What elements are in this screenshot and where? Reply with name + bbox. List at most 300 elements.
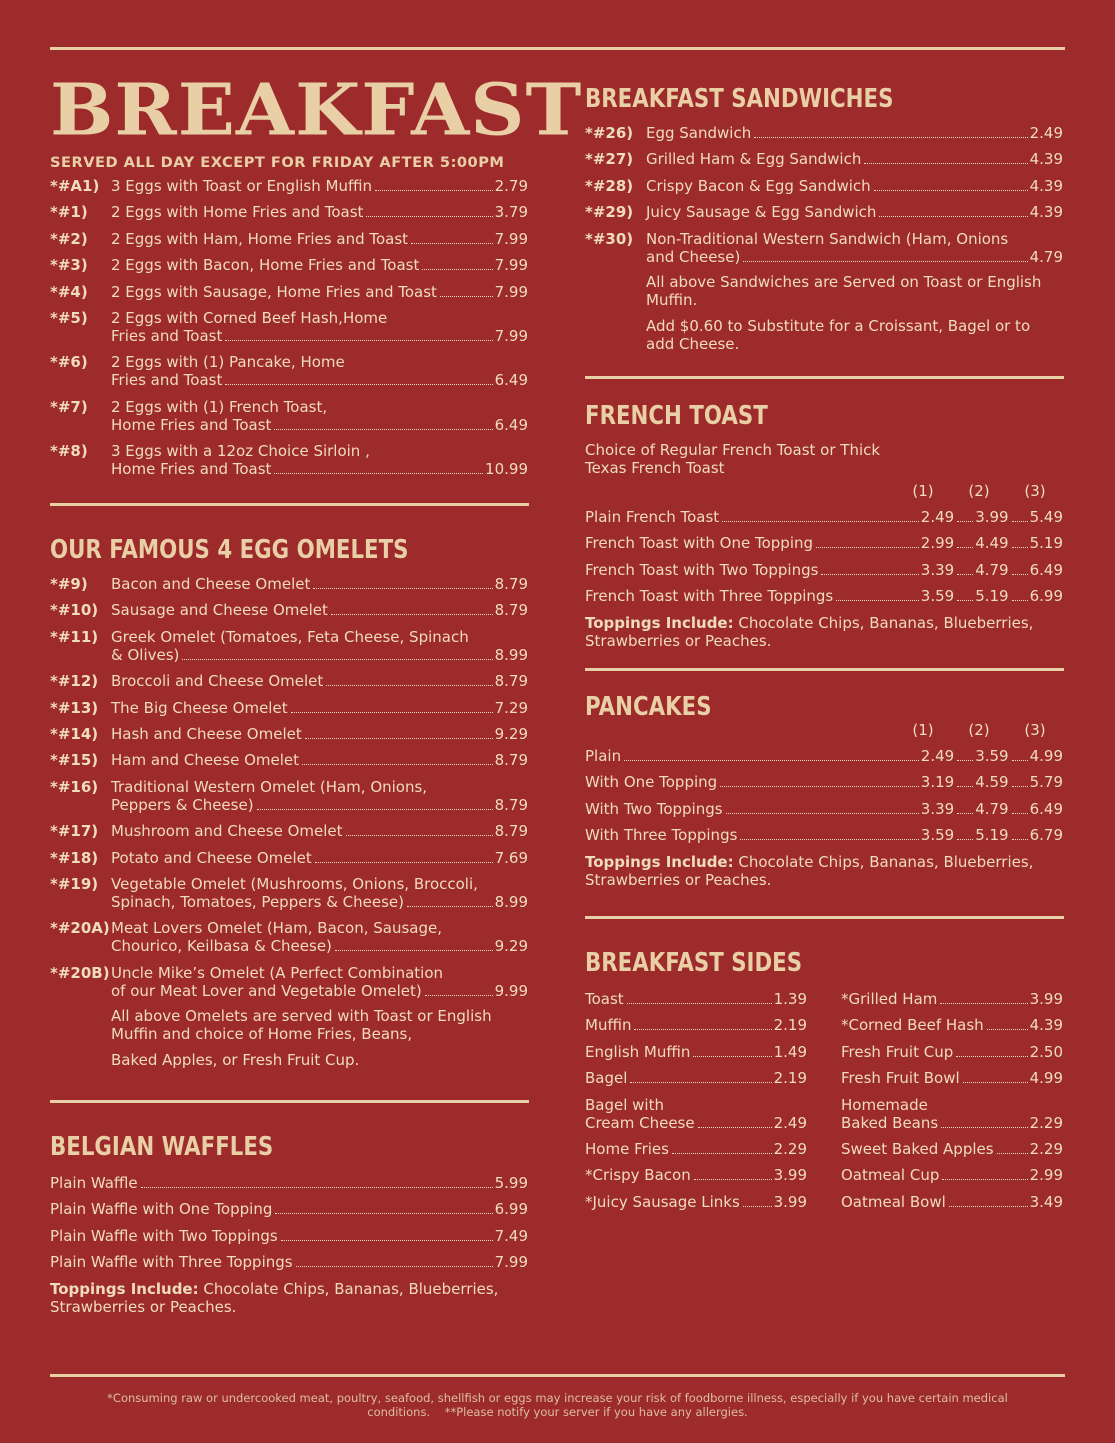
- omelet-item-name: Meat Lovers Omelet (Ham, Bacon, Sausage,: [111, 919, 442, 938]
- side-item-body: [585, 1140, 807, 1158]
- breakfast-item-name: 2 Eggs with (1) French Toast,: [111, 397, 328, 416]
- omelet-item-body: [111, 699, 528, 717]
- omelet-item-line: [111, 937, 528, 955]
- waffle-item-name: Plain Waffle with Two Toppings: [50, 1226, 278, 1245]
- sandwich-item-price: 2.49: [1029, 124, 1063, 142]
- french-toast-row-name: Plain French Toast: [585, 508, 720, 526]
- dot-leader: [1012, 786, 1028, 787]
- side-item-price: 4.99: [1029, 1069, 1063, 1088]
- omelet-item-body: [111, 725, 528, 743]
- side-item-price: 1.49: [773, 1042, 807, 1061]
- breakfast-item-code: *#A1): [50, 177, 100, 195]
- dot-leader: [997, 1153, 1028, 1154]
- omelet-item-body: [111, 628, 528, 664]
- dot-leader: [440, 296, 493, 297]
- breakfast-item: [50, 283, 528, 301]
- sandwich-item: [585, 150, 1063, 168]
- side-item-line: [841, 1096, 1063, 1114]
- omelet-item: [50, 725, 528, 743]
- breakfast-item-name: 3 Eggs with Toast or English Muffin: [111, 177, 372, 195]
- pancakes-row: [585, 826, 1063, 844]
- dot-leader: [740, 839, 918, 840]
- omelet-item-line: [111, 672, 528, 690]
- french-toast-price-3: 6.99: [1029, 587, 1063, 606]
- omelet-item-name: Sausage and Cheese Omelet: [111, 601, 328, 620]
- dot-leader: [302, 764, 493, 765]
- rule-left-1: [50, 503, 529, 506]
- waffle-item-name: Plain Waffle with One Topping: [50, 1200, 273, 1219]
- waffle-item-price: 7.49: [494, 1226, 528, 1245]
- side-item-price: 3.99: [1029, 990, 1063, 1008]
- bottom-rule: [50, 1374, 1065, 1377]
- side-item-line: [841, 1069, 1063, 1087]
- waffle-item-price: 7.99: [494, 1253, 528, 1272]
- side-item-line: [841, 1166, 1063, 1184]
- rule-left-2: [50, 1100, 529, 1103]
- omelet-item-body: [111, 822, 528, 840]
- sandwich-item-line: [646, 248, 1063, 266]
- sandwich-item-body: [646, 203, 1063, 221]
- dot-leader: [957, 600, 973, 601]
- omelets-note-1: All above Omelets are served with Toast or English Muffin and choice of Home Fries, Beans,: [111, 1007, 492, 1044]
- pancakes-price-1: 2.49: [920, 747, 955, 765]
- dot-leader: [864, 163, 1027, 164]
- dot-leader: [313, 588, 492, 589]
- omelets-title: OUR FAMOUS 4 EGG OMELETS: [50, 535, 409, 565]
- waffles-toppings-text: Chocolate Chips, Bananas, Blueberries, Strawberries or Peaches.: [50, 1279, 499, 1316]
- side-item-price: 2.19: [773, 1016, 807, 1035]
- omelet-item-code: *#20A): [50, 919, 110, 938]
- french-toast-price-1: 3.59: [920, 587, 955, 606]
- breakfast-item-code: *#4): [50, 282, 88, 301]
- dot-leader: [963, 1082, 1028, 1083]
- side-item: [585, 1043, 807, 1061]
- sandwich-item-body: [646, 177, 1063, 195]
- sandwich-item-name: Juicy Sausage & Egg Sandwich: [646, 203, 877, 222]
- omelet-item-price: 8.79: [494, 822, 528, 841]
- dot-leader: [957, 521, 973, 522]
- dot-leader: [630, 1082, 771, 1083]
- breakfast-item-name: 2 Eggs with Corned Beef Hash,Home: [111, 308, 388, 327]
- omelet-item-code: *#13): [50, 698, 99, 717]
- breakfast-item-price: 6.49: [494, 415, 528, 434]
- french-toast-price-1: 3.39: [920, 560, 955, 579]
- omelet-item-name: & Olives): [111, 645, 180, 664]
- waffle-item: [50, 1174, 528, 1192]
- omelet-item-body: [111, 751, 528, 769]
- french-toast-section: [585, 401, 1063, 658]
- breakfast-item-body: [111, 256, 528, 274]
- dot-leader: [624, 760, 919, 761]
- pancakes-price-2: 4.59: [975, 773, 1009, 792]
- french-toast-price-3: 5.49: [1029, 508, 1063, 526]
- french-toast-col-2: (2): [968, 482, 990, 500]
- side-item: [585, 1140, 807, 1158]
- dot-leader: [335, 950, 493, 951]
- dot-leader: [957, 760, 973, 761]
- breakfast-item-code: *#3): [50, 256, 88, 275]
- side-item-line: [841, 1193, 1063, 1211]
- side-item-body: [841, 1016, 1063, 1034]
- omelet-item-price: 8.79: [494, 672, 528, 691]
- omelet-item-line: [111, 751, 528, 769]
- breakfast-item-line: [111, 256, 528, 274]
- breakfast-item-body: [111, 230, 528, 248]
- french-toast-col-headers: [585, 482, 1063, 500]
- rule-right-1: [585, 376, 1064, 379]
- waffle-item-price: 6.99: [494, 1200, 528, 1219]
- waffle-item-line: [50, 1200, 528, 1218]
- omelet-item-name: Broccoli and Cheese Omelet: [111, 672, 324, 691]
- dot-leader: [957, 547, 973, 548]
- breakfast-item-body: [111, 442, 528, 478]
- french-toast-toppings-label: Toppings Include:: [585, 613, 734, 632]
- dot-leader: [720, 786, 919, 787]
- pancakes-price-1: 3.59: [920, 826, 955, 845]
- sandwich-item-name: Non-Traditional Western Sandwich (Ham, Onions: [646, 229, 1009, 248]
- breakfast-item-name: 2 Eggs with Bacon, Home Fries and Toast: [111, 256, 420, 275]
- side-item-price: 2.19: [773, 1069, 807, 1088]
- breakfast-item-name: 2 Eggs with (1) Pancake, Home: [111, 353, 345, 372]
- side-item-name: Toast: [585, 990, 624, 1008]
- side-item-body: [841, 990, 1063, 1008]
- dot-leader: [422, 269, 492, 270]
- breakfast-item-name: 2 Eggs with Sausage, Home Fries and Toast: [111, 282, 437, 301]
- pancakes-price-1: 3.19: [920, 773, 955, 792]
- sides-grid: [585, 990, 1063, 1219]
- sandwich-item-name: Crispy Bacon & Egg Sandwich: [646, 176, 871, 195]
- side-item-price: 4.39: [1029, 1016, 1063, 1035]
- dot-leader: [957, 786, 973, 787]
- breakfast-item-code: *#1): [50, 203, 88, 222]
- side-item-name: Oatmeal Cup: [841, 1166, 940, 1185]
- dot-leader: [726, 813, 919, 814]
- pancakes-list: [585, 747, 1063, 844]
- omelet-item: [50, 672, 528, 690]
- omelet-item-name: Spinach, Tomatoes, Peppers & Cheese): [111, 892, 404, 911]
- side-item-price: 1.39: [773, 990, 807, 1008]
- omelet-item-code: *#18): [50, 848, 99, 867]
- omelet-item-line: [111, 646, 528, 664]
- omelet-item-code: *#17): [50, 822, 99, 841]
- dot-leader: [693, 1056, 771, 1057]
- waffle-item-price: 5.99: [494, 1174, 528, 1192]
- dot-leader: [940, 1003, 1027, 1004]
- breakfast-item-price: 3.79: [494, 203, 528, 222]
- breakfast-item-price: 6.49: [494, 371, 528, 390]
- sandwich-item-price: 4.39: [1029, 176, 1063, 195]
- omelet-item-code: *#14): [50, 724, 99, 743]
- dot-leader: [274, 473, 483, 474]
- omelet-item-code: *#11): [50, 627, 99, 646]
- breakfast-item-code: *#8): [50, 442, 88, 461]
- waffle-list: [50, 1174, 528, 1271]
- french-toast-price-3: 5.19: [1029, 534, 1063, 553]
- omelets-note-2: Baked Apples, or Fresh Fruit Cup.: [111, 1051, 360, 1070]
- dot-leader: [879, 216, 1027, 217]
- sandwich-item-line: [646, 177, 1063, 195]
- breakfast-item-line: [111, 416, 528, 434]
- french-toast-col-1: (1): [912, 482, 934, 500]
- breakfast-item-name: 2 Eggs with Home Fries and Toast: [111, 203, 364, 222]
- breakfast-item-body: [111, 203, 528, 221]
- waffles-section: [50, 1132, 528, 1324]
- breakfast-item-body: [111, 353, 528, 389]
- omelet-item-price: 7.69: [494, 848, 528, 867]
- side-item-body: [585, 1043, 807, 1061]
- pancakes-price-3: 4.99: [1029, 747, 1063, 765]
- pancakes-col-headers: [585, 721, 1063, 739]
- dot-leader: [141, 1187, 493, 1188]
- sandwich-item-price: 4.79: [1029, 247, 1063, 266]
- omelet-item-body: [111, 919, 528, 955]
- sandwich-item-body: [646, 230, 1063, 266]
- pancakes-row: [585, 747, 1063, 765]
- french-toast-row-name: French Toast with One Topping: [585, 534, 814, 553]
- sandwich-item: [585, 177, 1063, 195]
- sandwich-item-body: [646, 124, 1063, 142]
- side-item: [841, 1043, 1063, 1061]
- french-toast-intro: Choice of Regular French Toast or Thick Texas French Toast: [585, 441, 881, 477]
- page-title: BREAKFAST: [50, 68, 583, 152]
- breakfast-item-code: *#7): [50, 397, 88, 416]
- omelet-item-name: Chourico, Keilbasa & Cheese): [111, 937, 332, 956]
- dot-leader: [957, 839, 973, 840]
- pancakes-price-2: 3.59: [975, 747, 1009, 765]
- side-item-body: [585, 1193, 807, 1211]
- breakfast-item-line: [111, 327, 528, 345]
- pancakes-row-name: With Three Toppings: [585, 826, 738, 845]
- omelet-item: [50, 575, 528, 593]
- side-item: [841, 1193, 1063, 1211]
- breakfast-item-line: [111, 283, 528, 301]
- sandwich-item: [585, 203, 1063, 221]
- breakfast-item-line: [111, 309, 528, 327]
- breakfast-item-line: [111, 203, 528, 221]
- omelet-item-code: *#15): [50, 751, 99, 770]
- side-item: [585, 990, 807, 1008]
- dot-leader: [257, 809, 493, 810]
- top-rule: [50, 47, 1065, 50]
- side-item-line: [585, 1069, 807, 1087]
- breakfast-item-body: [111, 283, 528, 301]
- side-item: [841, 1140, 1063, 1158]
- omelet-item-name: Hash and Cheese Omelet: [111, 724, 302, 743]
- omelet-item-code: *#19): [50, 874, 99, 893]
- omelet-list: [50, 575, 528, 1000]
- omelet-item-body: [111, 778, 528, 814]
- omelet-item-price: 9.29: [494, 937, 528, 956]
- dot-leader: [743, 1206, 772, 1207]
- dot-leader: [743, 261, 1027, 262]
- side-item: [841, 1069, 1063, 1087]
- omelet-item-line: [111, 575, 528, 593]
- omelet-item-line: [111, 919, 528, 937]
- omelet-item-name: Potato and Cheese Omelet: [111, 848, 312, 867]
- omelet-item-line: [111, 822, 528, 840]
- dot-leader: [375, 190, 493, 191]
- breakfast-item-body: [111, 398, 528, 434]
- french-toast-price-2: 3.99: [975, 508, 1009, 526]
- breakfast-list: [50, 177, 528, 487]
- pancakes-col-2: (2): [968, 721, 990, 739]
- pancakes-row-name: With One Topping: [585, 773, 718, 792]
- sandwich-item: [585, 124, 1063, 142]
- side-item-line: [841, 1140, 1063, 1158]
- pancakes-toppings-label: Toppings Include:: [585, 852, 734, 871]
- dot-leader: [949, 1206, 1028, 1207]
- breakfast-item: [50, 442, 528, 478]
- dot-leader: [425, 995, 493, 996]
- pancakes-toppings-text: Chocolate Chips, Bananas, Blueberries, Strawberries or Peaches.: [585, 852, 1034, 889]
- breakfast-item-code: *#2): [50, 229, 88, 248]
- breakfast-item-price: 10.99: [485, 460, 528, 479]
- pancakes-col-1: (1): [912, 721, 934, 739]
- french-toast-price-1: 2.99: [920, 534, 955, 553]
- dot-leader: [1012, 839, 1028, 840]
- breakfast-item-name: Fries and Toast: [111, 326, 223, 345]
- sandwich-item-code: *#28): [585, 176, 634, 195]
- omelet-item: [50, 964, 528, 1000]
- side-item-name: English Muffin: [585, 1042, 691, 1061]
- dot-leader: [942, 1179, 1027, 1180]
- dot-leader: [672, 1153, 772, 1154]
- side-item: [841, 990, 1063, 1008]
- sides-title: BREAKFAST SIDES: [585, 948, 803, 978]
- sides-right-column: [841, 990, 1063, 1219]
- pancakes-price-2: 4.79: [975, 799, 1009, 818]
- waffle-item-name: Plain Waffle: [50, 1174, 138, 1192]
- dot-leader: [407, 906, 493, 907]
- side-item-line: [841, 1043, 1063, 1061]
- breakfast-item-name: Fries and Toast: [111, 371, 223, 390]
- french-toast-price-3: 6.49: [1029, 560, 1063, 579]
- side-item-name: *Grilled Ham: [841, 990, 938, 1008]
- breakfast-item-line: [111, 177, 528, 195]
- omelet-item-line: [111, 964, 528, 982]
- dot-leader: [941, 1127, 1027, 1128]
- side-item-name: Sweet Baked Apples: [841, 1139, 994, 1158]
- omelet-item: [50, 849, 528, 867]
- dot-leader: [366, 216, 492, 217]
- breakfast-item: [50, 256, 528, 274]
- side-item-name: Cream Cheese: [585, 1113, 695, 1132]
- footer-disclaimer: [60, 1391, 1055, 1419]
- waffle-item-name: Plain Waffle with Three Toppings: [50, 1253, 293, 1272]
- side-item-name: *Crispy Bacon: [585, 1166, 691, 1185]
- sandwiches-title: BREAKFAST SANDWICHES: [585, 84, 894, 114]
- sandwich-item-name: and Cheese): [646, 247, 741, 266]
- dot-leader: [816, 547, 919, 548]
- french-toast-toppings-text: Chocolate Chips, Bananas, Blueberries, Strawberries or Peaches.: [585, 613, 1034, 650]
- side-item-price: 2.50: [1029, 1042, 1063, 1061]
- omelet-item-price: 8.79: [494, 575, 528, 593]
- side-item: [841, 1016, 1063, 1034]
- sandwich-list: [585, 124, 1063, 266]
- omelet-item-name: The Big Cheese Omelet: [111, 698, 288, 717]
- rule-right-3: [585, 916, 1064, 919]
- breakfast-item-line: [111, 353, 528, 371]
- side-item-price: 3.49: [1029, 1192, 1063, 1211]
- side-item: [841, 1096, 1063, 1132]
- omelet-item-name: Ham and Cheese Omelet: [111, 751, 300, 770]
- dot-leader: [274, 429, 492, 430]
- sandwich-item-name: Egg Sandwich: [646, 124, 752, 142]
- breakfast-item-price: 7.99: [494, 229, 528, 248]
- pancakes-row-name: With Two Toppings: [585, 799, 723, 818]
- dot-leader: [957, 813, 973, 814]
- side-item-line: [585, 1140, 807, 1158]
- omelet-item-price: 8.79: [494, 751, 528, 770]
- waffle-item-body: [50, 1253, 528, 1271]
- french-toast-price-2: 4.49: [975, 534, 1009, 553]
- pancakes-price-3: 6.49: [1029, 799, 1063, 818]
- omelet-item-name: of our Meat Lover and Vegetable Omelet): [111, 981, 422, 1000]
- sandwich-item-code: *#29): [585, 203, 634, 222]
- side-item-name: *Juicy Sausage Links: [585, 1192, 740, 1211]
- breakfast-item-price: 7.99: [494, 282, 528, 301]
- pancakes-price-2: 5.19: [975, 826, 1009, 845]
- side-item-name: Oatmeal Bowl: [841, 1192, 946, 1211]
- pancakes-price-3: 6.79: [1029, 826, 1063, 845]
- dot-leader: [182, 659, 492, 660]
- side-item-body: [585, 1016, 807, 1034]
- pancakes-toppings: [585, 853, 1063, 889]
- dot-leader: [1012, 574, 1028, 575]
- sandwich-item: [585, 230, 1063, 266]
- side-item-body: [841, 1166, 1063, 1184]
- side-item: [585, 1016, 807, 1034]
- omelet-item-line: [111, 725, 528, 743]
- sandwich-item-code: *#26): [585, 124, 634, 142]
- omelet-item: [50, 699, 528, 717]
- side-item: [585, 1193, 807, 1211]
- pancakes-title: PANCAKES: [585, 692, 712, 722]
- french-toast-row-name: French Toast with Three Toppings: [585, 587, 834, 606]
- side-item-body: [841, 1069, 1063, 1087]
- waffles-toppings-label: Toppings Include:: [50, 1279, 199, 1298]
- side-item-name: Fresh Fruit Bowl: [841, 1069, 960, 1088]
- french-toast-row-name: French Toast with Two Toppings: [585, 560, 819, 579]
- side-item-name: *Corned Beef Hash: [841, 1016, 984, 1035]
- side-item-price: 2.29: [1029, 1113, 1063, 1132]
- omelet-item-price: 8.79: [494, 601, 528, 620]
- waffle-item: [50, 1200, 528, 1218]
- side-item-body: [585, 1096, 807, 1132]
- dot-leader: [1012, 521, 1028, 522]
- dot-leader: [1012, 760, 1028, 761]
- omelet-item-name: Vegetable Omelet (Mushrooms, Onions, Broccoli,: [111, 874, 478, 893]
- omelet-item-name: Uncle Mike’s Omelet (A Perfect Combination: [111, 963, 444, 982]
- side-item-body: [841, 1193, 1063, 1211]
- breakfast-item-name: 3 Eggs with a 12oz Choice Sirloin ,: [111, 442, 370, 461]
- side-item-body: [585, 1069, 807, 1087]
- dot-leader: [957, 574, 973, 575]
- pancakes-section: [585, 692, 1063, 897]
- french-toast-row: [585, 587, 1063, 605]
- omelet-item-body: [111, 849, 528, 867]
- side-item-name: Home Fries: [585, 1139, 669, 1158]
- page-subtitle: SERVED ALL DAY EXCEPT FOR FRIDAY AFTER 5:00PM: [50, 154, 505, 171]
- side-item-line: [585, 1166, 807, 1184]
- side-item-line: [585, 990, 807, 1008]
- side-item-price: 3.99: [773, 1166, 807, 1185]
- sandwich-item-code: *#27): [585, 150, 634, 169]
- side-item: [585, 1096, 807, 1132]
- sides-left-column: [585, 990, 807, 1219]
- omelet-item: [50, 628, 528, 664]
- omelet-item-price: 9.99: [494, 981, 528, 1000]
